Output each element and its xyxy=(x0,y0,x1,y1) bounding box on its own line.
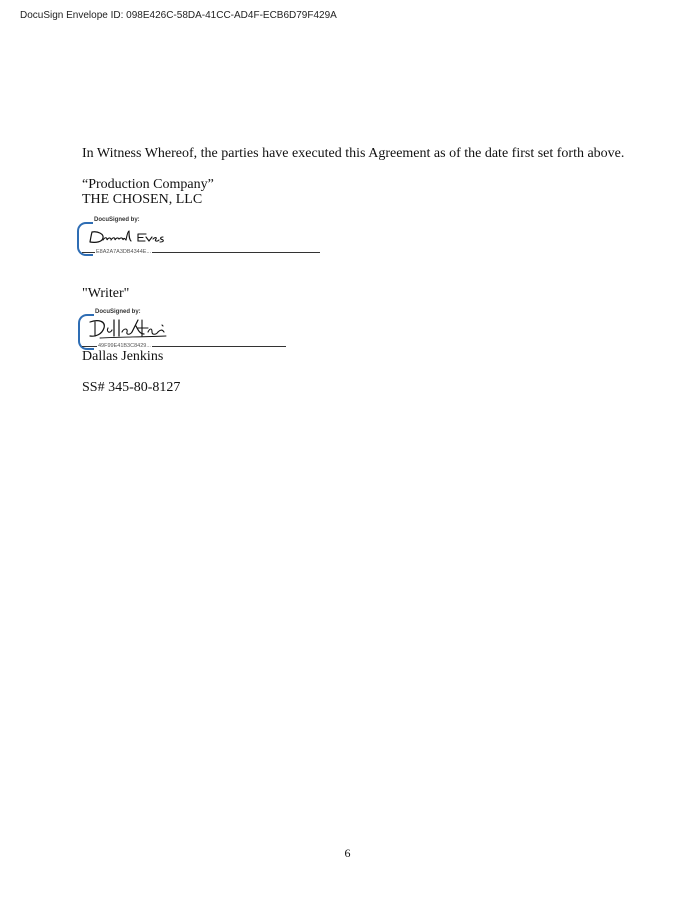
signature-id: 49F99E41B3C8429... xyxy=(98,343,151,349)
writer-name: Dallas Jenkins xyxy=(82,349,164,364)
docusigned-by-label: DocuSigned by: xyxy=(95,309,141,315)
witness-clause: In Witness Whereof, the parties have executed this Agreement as of the date first set forth above. xyxy=(82,146,625,161)
derral-eves-signature xyxy=(88,228,168,248)
writer-role-label: "Writer" xyxy=(82,286,130,301)
production-company-name: THE CHOSEN, LLC xyxy=(82,192,203,207)
page-number: 6 xyxy=(344,846,351,860)
docusign-envelope-id: DocuSign Envelope ID: 098E426C-58DA-41CC-AD4F-ECB6D79F429A xyxy=(20,10,337,21)
dallas-jenkins-signature xyxy=(86,316,170,344)
signature-id: E8A2A7A3DB4344E... xyxy=(96,249,152,255)
production-company-role-label: “Production Company” xyxy=(82,177,214,192)
docusigned-by-label: DocuSigned by: xyxy=(94,217,140,223)
writer-ssn: SS# 345-80-8127 xyxy=(82,380,181,395)
